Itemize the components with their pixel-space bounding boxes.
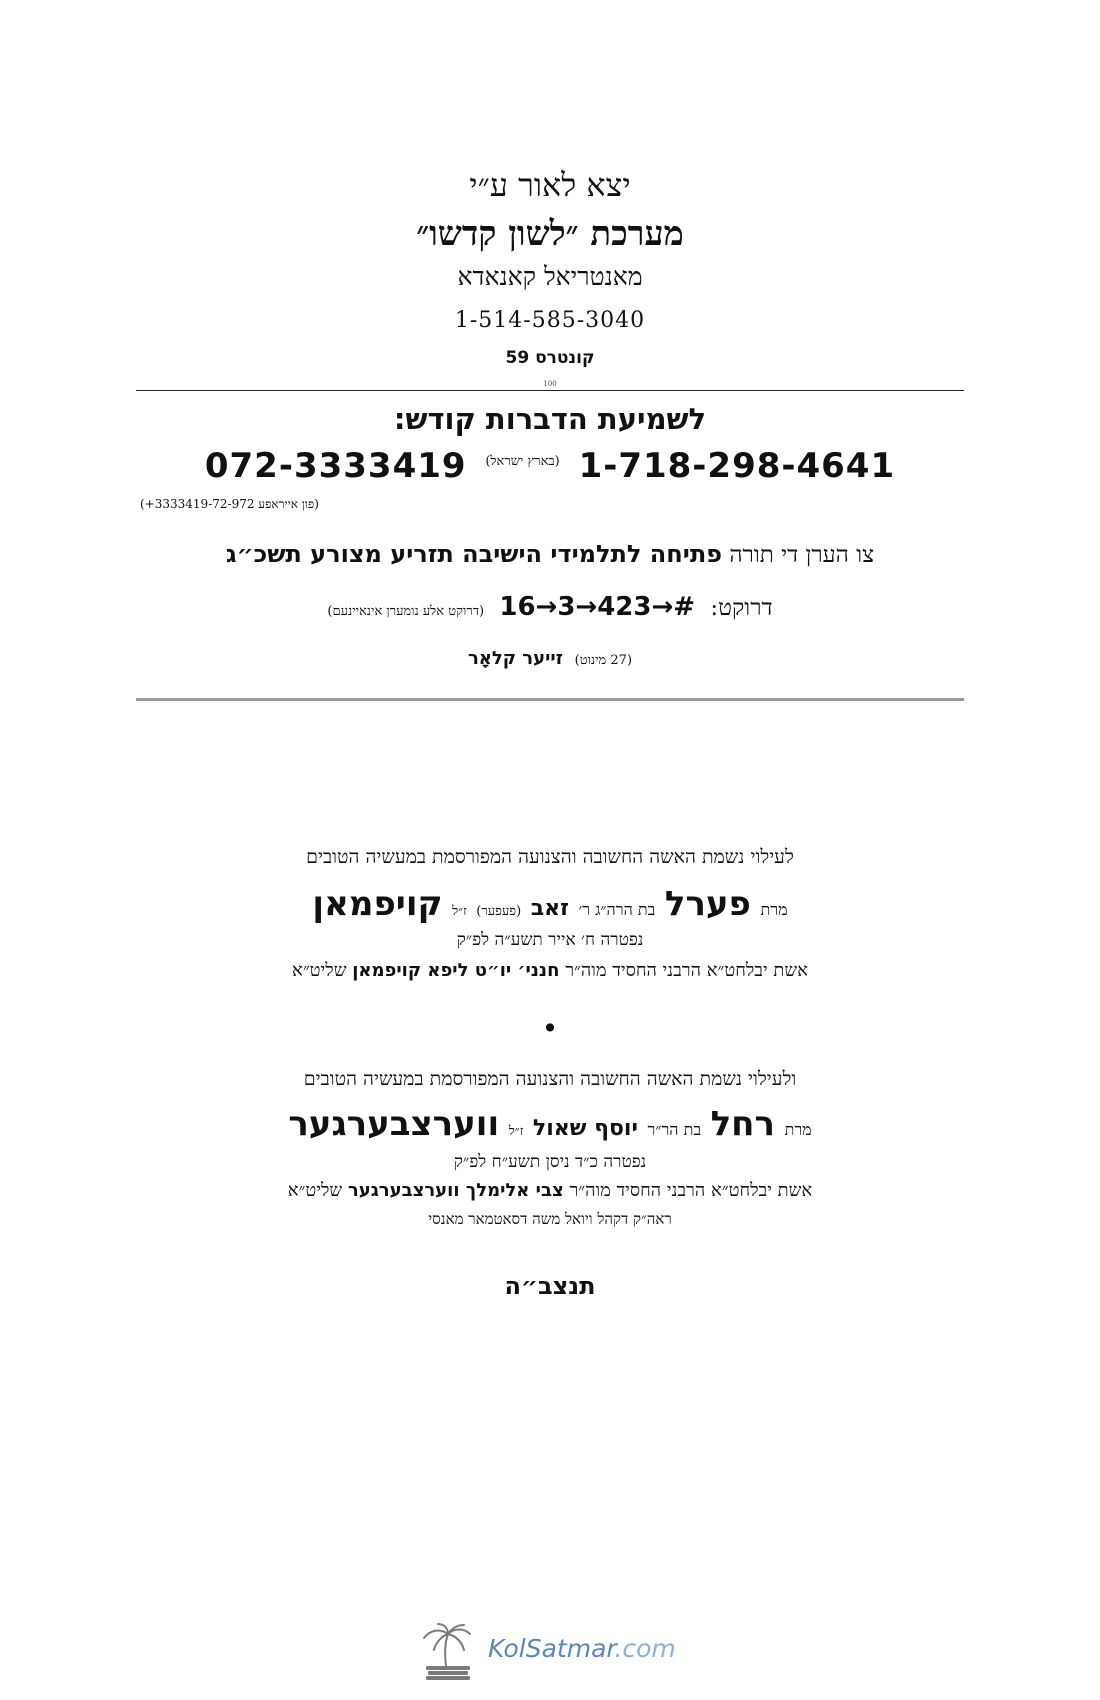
talk-line bbox=[0, 540, 1100, 568]
hotline-number-us: 1-718-298-4641 bbox=[578, 446, 896, 486]
publisher-organization: מערכת ״לשון קדשו״ bbox=[416, 214, 684, 254]
kolsatmar-logo[interactable] bbox=[418, 1622, 688, 1682]
direct-code: 16→3→423→# bbox=[499, 592, 696, 622]
site-name-main: KolSatmar bbox=[488, 1634, 615, 1663]
memorial-2-surname: ווערצבערגער bbox=[288, 1104, 500, 1144]
memorial-1-zl: ז״ל bbox=[452, 904, 467, 919]
memorial-2-dedication: ולעילוי נשמת האשה החשובה והצנועה המפורסמת במעשיה הטובים bbox=[303, 1068, 797, 1090]
memorial-1-shlita: שליט״א bbox=[292, 960, 347, 981]
memorial-1-prefix: מרת bbox=[760, 900, 788, 919]
divider-bottom bbox=[136, 698, 964, 701]
site-name bbox=[488, 1634, 676, 1663]
publisher-city: מאנטריאל קאנאדא bbox=[457, 262, 643, 291]
memorial-1-passed: נפטרה ח׳ אייר תשע״ה לפ״ק bbox=[456, 930, 644, 950]
memorial-2-zl: ז״ל bbox=[508, 1124, 524, 1139]
memorial-1-father: זאב bbox=[530, 896, 569, 921]
memorial-1-daughter-of: בת הרה״ג ר׳ bbox=[578, 900, 656, 919]
talk-duration: (27 מינוט) bbox=[574, 653, 633, 668]
israel-label: (בארץ ישראל) bbox=[485, 454, 560, 469]
memorial-1-name-line bbox=[0, 884, 1100, 924]
site-name-domain: .com bbox=[614, 1634, 676, 1663]
publisher-line: יצא לאור ע״י bbox=[469, 166, 631, 204]
direct-dial-line bbox=[0, 592, 1100, 622]
closing-abbreviation: תנצב״ה bbox=[504, 1272, 596, 1300]
memorial-2-wife-prefix: אשת יבלחט״א הרבני החסיד מוה״ר bbox=[569, 1180, 813, 1201]
separator-bullet: • bbox=[541, 1012, 559, 1045]
memorial-2-prefix: מרת bbox=[784, 1120, 812, 1139]
audio-quality: זייער קלאָר bbox=[467, 648, 563, 669]
booklet-number: קונטרס 59 bbox=[505, 348, 595, 368]
memorial-1-father-nick: (פעפער) bbox=[476, 904, 522, 919]
memorial-1-surname: קויפמאן bbox=[312, 884, 443, 924]
memorial-2-name-line bbox=[0, 1104, 1100, 1144]
hotline-abroad-note: (פון אייראפע 3333419-72-972+) bbox=[140, 497, 319, 511]
memorial-2-father: יוסף שאול bbox=[532, 1116, 638, 1141]
memorial-1-wife-of bbox=[0, 960, 1100, 981]
memorial-2-husband: צבי אלימלך ווערצבערגער bbox=[347, 1180, 564, 1201]
memorial-2-passed: נפטרה כ״ד ניסן תשע״ח לפ״ק bbox=[453, 1152, 647, 1172]
publisher-phone: 1-514-585-3040 bbox=[454, 308, 646, 333]
memorial-1-wife-prefix: אשת יבלחט״א הרבני החסיד מוה״ר bbox=[565, 960, 808, 981]
direct-label: דרוקט: bbox=[710, 595, 773, 621]
memorial-2-wife-of bbox=[0, 1180, 1100, 1201]
memorial-2-daughter-of: בת הר״ר bbox=[647, 1120, 702, 1139]
hotline-title: לשמיעת הדברות קודש: bbox=[393, 402, 707, 436]
memorial-2-name: רחל bbox=[710, 1104, 776, 1144]
talk-intro: צו הערן די תורה bbox=[729, 542, 875, 568]
direct-note: (דרוקט אלע נומערן אינאיינעם) bbox=[327, 604, 485, 619]
divider-top bbox=[136, 390, 964, 391]
memorial-2-shlita: שליט״א bbox=[287, 1180, 343, 1201]
memorial-1-husband: חנני׳ יו״ט ליפא קויפמאן bbox=[352, 960, 560, 981]
memorial-1-dedication: לעילוי נשמת האשה החשובה והצנועה המפורסמת במעשיה הטובים bbox=[306, 846, 794, 868]
talk-title: פתיחה לתלמידי הישיבה תזריע מצורע תשכ״ג bbox=[225, 540, 723, 568]
duration-line bbox=[0, 648, 1100, 669]
hotline-numbers bbox=[0, 446, 1100, 486]
memorial-1-name: פערל bbox=[664, 884, 751, 924]
page-number: 100 bbox=[543, 380, 557, 388]
hotline-number-israel: 072-3333419 bbox=[204, 446, 467, 486]
memorial-2-role: ראה״ק דקהל ויואל משה דסאטמאר מאנסי bbox=[428, 1210, 672, 1228]
palm-tree-books-icon bbox=[418, 1622, 478, 1682]
